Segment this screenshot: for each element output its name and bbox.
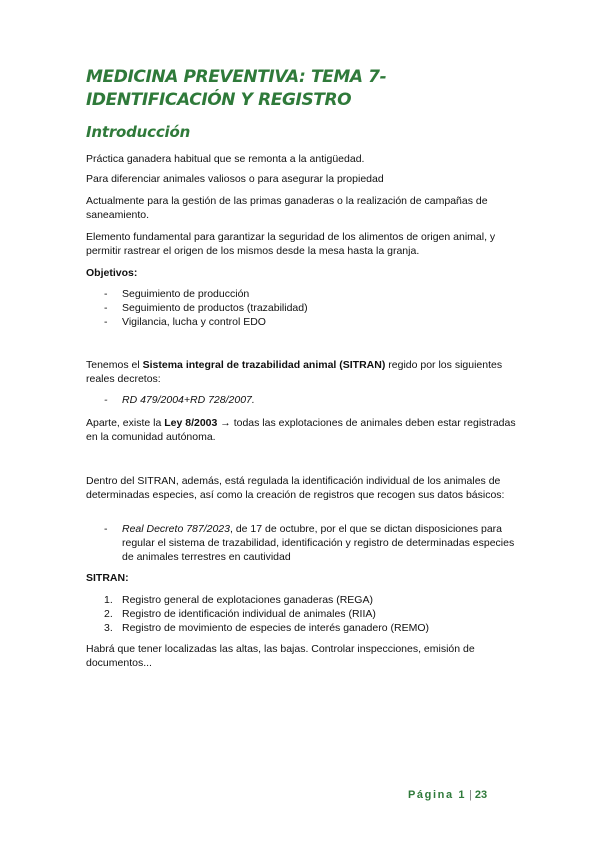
- section-heading-introduccion: Introducción: [86, 123, 191, 141]
- page-total: 23: [474, 789, 488, 801]
- list-item: - Seguimiento de productos (trazabilidad): [86, 301, 516, 315]
- objetivos-list: [86, 287, 516, 329]
- closing-paragraph: Habrá que tener localizadas las altas, las bajas. Controlar inspecciones, emisión de documentos...: [86, 643, 475, 669]
- paragraph: Práctica ganadera habitual que se remonta a la antigüedad.: [86, 153, 365, 165]
- page-label: Página 1: [408, 789, 467, 801]
- real-decreto-list: [86, 522, 516, 564]
- sitran-registry-list: [86, 593, 516, 635]
- ley-paragraph: Aparte, existe la Ley 8/2003 → todas las explotaciones de animales deben estar registradas en la comunidad autónoma.: [86, 417, 516, 443]
- list-item: 1. Registro general de explotaciones ganaderas (REGA): [104, 594, 373, 606]
- decretos-list: [86, 393, 516, 407]
- sitran-intro-paragraph: Tenemos el Sistema integral de trazabilidad animal (SITRAN) regido por los siguientes reales decretos:: [86, 359, 503, 385]
- list-item: - Vigilancia, lucha y control EDO: [86, 315, 516, 329]
- paragraph: Elemento fundamental para garantizar la seguridad de los alimentos de origen animal, y permitir rastrear el origen de los mismos desde la mesa hasta la granja.: [86, 231, 496, 257]
- page-title: MEDICINA PREVENTIVA: TEMA 7-IDENTIFICACIÓN Y REGISTRO: [86, 67, 387, 110]
- list-item: 3. Registro de movimiento de especies de interés ganadero (REMO): [104, 622, 429, 634]
- list-item: - RD 479/2004+RD 728/2007.: [86, 393, 516, 407]
- page-number-footer: [408, 789, 487, 801]
- list-item: - Real Decreto 787/2023, de 17 de octubre, por el que se dictan disposiciones para regular el sistema de trazabilidad, identificación y registro de determinadas especies de animales terrestres en cautividad: [86, 522, 516, 564]
- paragraph: Para diferenciar animales valiosos o para asegurar la propiedad: [86, 173, 384, 185]
- list-item: 2. Registro de identificación individual de animales (RIIA): [104, 608, 376, 620]
- objetivos-label: Objetivos:: [86, 267, 138, 279]
- ley-term: Ley 8/2003: [164, 417, 218, 429]
- sitran-label: SITRAN:: [86, 572, 129, 584]
- paragraph: Actualmente para la gestión de las primas ganaderas o la realización de campañas de saneamiento.: [86, 195, 488, 221]
- footer-separator: |: [469, 789, 472, 801]
- list-item: - Seguimiento de producción: [86, 287, 516, 301]
- sitran-term: Sistema integral de trazabilidad animal (SITRAN): [142, 359, 386, 371]
- sitran-detail-paragraph: Dentro del SITRAN, además, está regulada la identificación individual de los animales de determinadas especies, así como la creación de registros que recogen sus datos básicos:: [86, 475, 505, 501]
